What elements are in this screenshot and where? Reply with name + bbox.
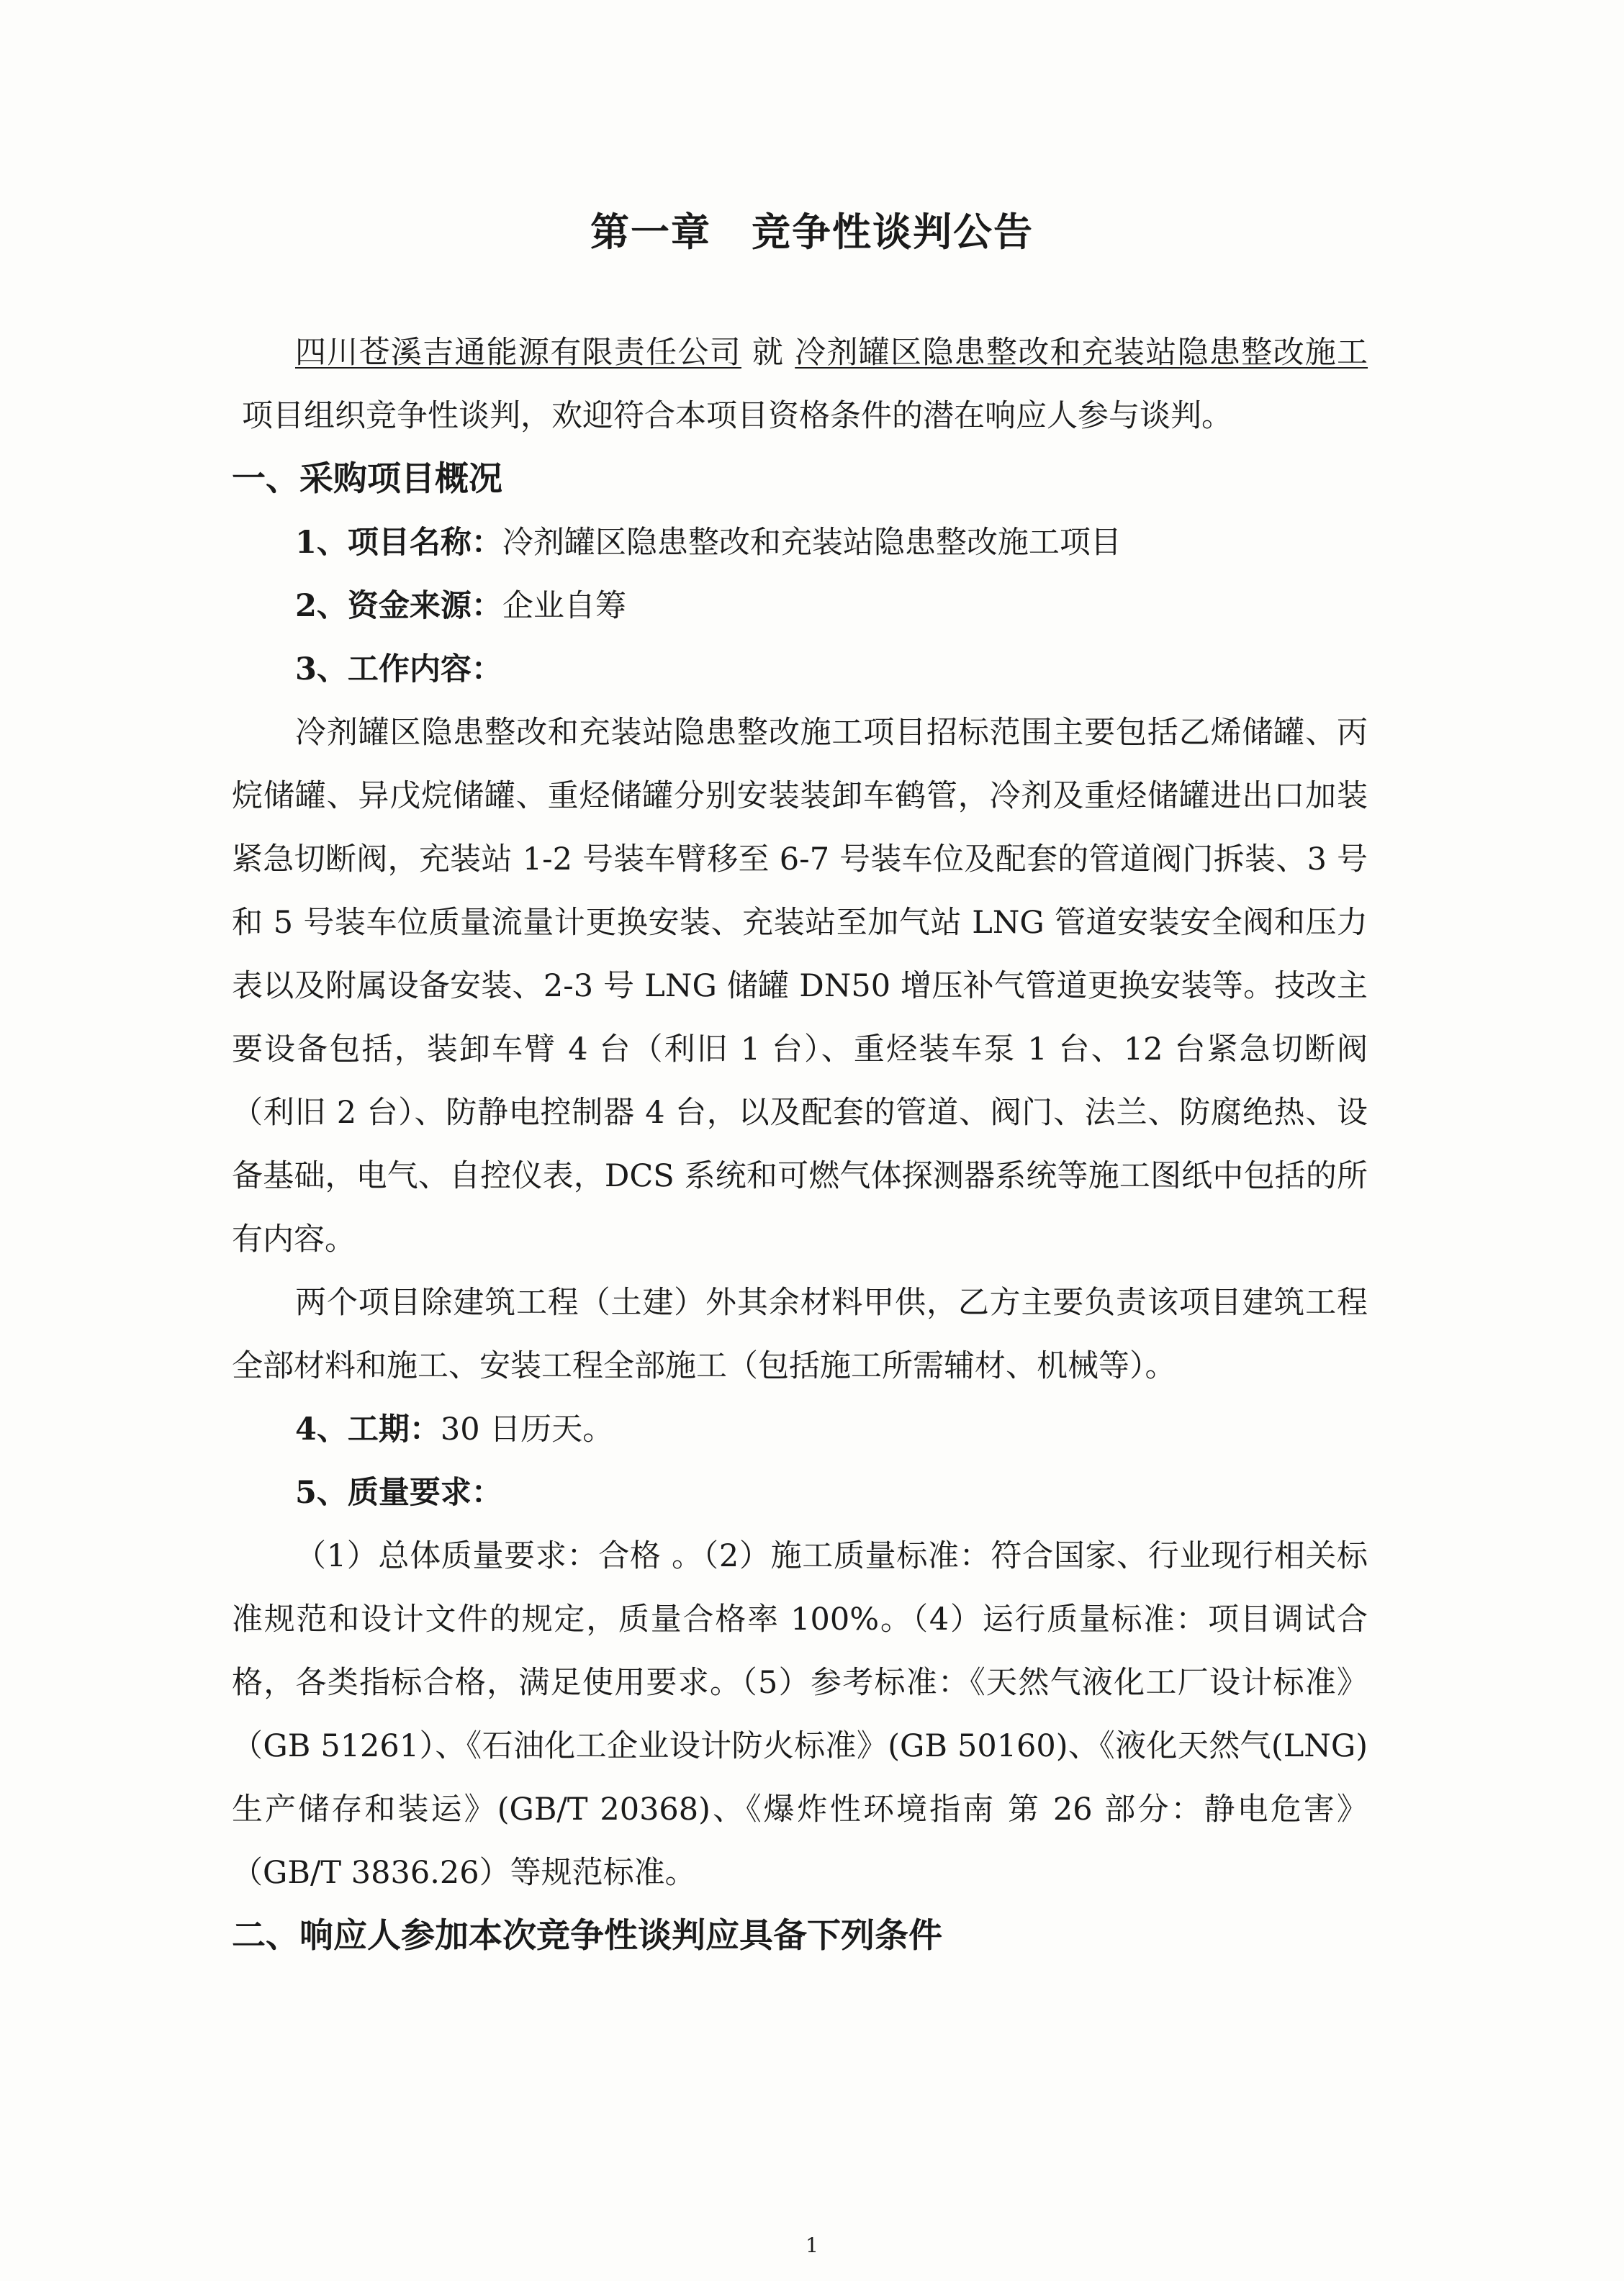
page-title [0, 203, 1624, 261]
item-value: 冷剂罐区隐患整改和充装站隐患整改施工项目 [502, 525, 1122, 561]
item-value: 30 日历天。 [440, 1411, 614, 1447]
item-label: 2、资金来源： [295, 588, 502, 624]
quality-paragraph: （1）总体质量要求：合格 。（2）施工质量标准：符合国家、行业现行相关标准规范和设计文件的规定，质量合格率 100%。（4）运行质量标准：项目调试合格，各类指标合格，满足使用要求。（5）参考标准：《天然气液化工厂设计标准》（GB 51261）、《石油化工企业设计防火标准》(GB 50160)、《液化天然气(LNG)生产储存和装运》(GB/T 20368)、《爆炸性环境指南 第 26 部分：静电危害》（GB/T 3836.26）等规范标准。 [232, 1538, 1368, 1891]
project-name-underlined: 冷剂罐区隐患整改和充装站隐患整改施工 [795, 335, 1368, 371]
chapter-number: 第一章 [590, 209, 711, 255]
item-project-name [232, 511, 1368, 574]
intro-jiu: 就 [752, 335, 785, 371]
document-body [232, 321, 1368, 1968]
item-funding-source [232, 574, 1368, 638]
item-label: 4、工期： [295, 1411, 441, 1447]
item-value: 企业自筹 [502, 588, 626, 624]
section-heading-2: 二、响应人参加本次竞争性谈判应具备下列条件 [232, 1916, 942, 1956]
item-label: 3、工作内容： [295, 651, 502, 687]
item-label: 1、项目名称： [295, 525, 502, 561]
item-duration [232, 1398, 1368, 1461]
intro-paragraph [232, 321, 1368, 448]
item-label: 5、质量要求： [295, 1475, 502, 1511]
work-content-paragraph: 冷剂罐区隐患整改和充装站隐患整改施工项目招标范围主要包括乙烯储罐、丙烷储罐、异戊烷储罐、重烃储罐分别安装装卸车鹤管，冷剂及重烃储罐进出口加装紧急切断阀，充装站 1-2 号装车臂移至 6-7 号装车位及配套的管道阀门拆装、3 号和 5 号装车位质量流量计更换安装、充装站至加气站 LNG 管道安装安全阀和压力表以及附属设备安装、2-3 号 LNG 储罐 DN50 增压补气管道更换安装等。技改主要设备包括，装卸车臂 4 台（利旧 1 台）、重烃装车泵 1 台、12 台紧急切断阀（利旧 2 台）、防静电控制器 4 台，以及配套的管道、阀门、法兰、防腐绝热、设备基础，电气、自控仪表，DCS 系统和可燃气体探测器系统等施工图纸中包括的所有内容。 [232, 715, 1368, 1257]
item-work-content [232, 638, 1368, 701]
chapter-name: 竞争性谈判公告 [752, 209, 1034, 255]
page-number: 1 [806, 2233, 818, 2257]
section-heading-1: 一、采购项目概况 [232, 459, 502, 499]
intro-rest: 项目组织竞争性谈判，欢迎符合本项目资格条件的潜在响应人参与谈判。 [242, 398, 1232, 434]
item-quality [232, 1461, 1368, 1525]
materials-paragraph: 两个项目除建筑工程（土建）外其余材料甲供，乙方主要负责该项目建筑工程全部材料和施工、安装工程全部施工（包括施工所需辅材、机械等）。 [232, 1285, 1368, 1384]
company-name: 四川苍溪吉通能源有限责任公司 [295, 335, 741, 371]
